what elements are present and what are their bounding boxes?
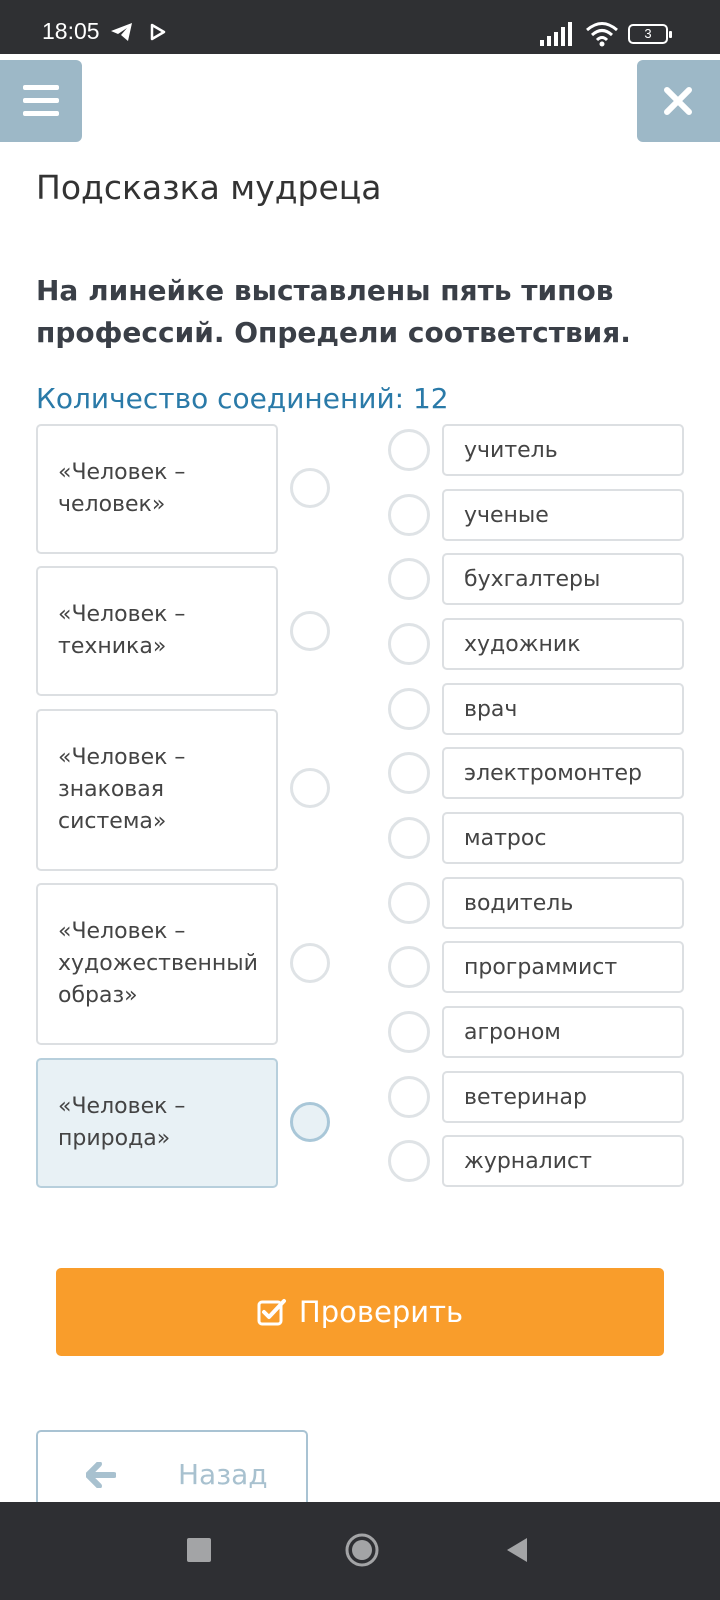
- category-connector[interactable]: [290, 768, 330, 808]
- category-card[interactable]: [36, 883, 278, 1045]
- profession-connector[interactable]: [388, 623, 430, 665]
- category-label: «Человек – природа»: [58, 1094, 186, 1151]
- profession-label: врач: [464, 696, 518, 722]
- profession-label: программист: [464, 954, 618, 980]
- category-card[interactable]: [36, 566, 278, 696]
- battery-level: 3: [644, 26, 652, 41]
- check-button-label: Проверить: [298, 1295, 464, 1329]
- profession-label: ученые: [464, 502, 549, 528]
- profession-connector[interactable]: [388, 688, 430, 730]
- category-connector[interactable]: [290, 611, 330, 651]
- category-label: «Человек – художественный образ»: [58, 919, 258, 1008]
- category-card-selected[interactable]: [36, 1058, 278, 1188]
- recent-apps-icon[interactable]: [187, 1538, 211, 1562]
- profession-label: журналист: [464, 1148, 592, 1174]
- profession-label: матрос: [464, 825, 547, 851]
- battery-icon: [628, 24, 668, 44]
- play-icon: [150, 23, 166, 41]
- profession-connector[interactable]: [388, 1076, 430, 1118]
- profession-card[interactable]: [442, 812, 684, 864]
- profession-card[interactable]: [442, 1135, 684, 1187]
- checkbox-check-icon: [257, 1298, 287, 1326]
- wifi-icon: [585, 20, 619, 48]
- check-button[interactable]: [56, 1268, 664, 1356]
- status-time: 18:05: [42, 18, 100, 44]
- profession-card[interactable]: [442, 877, 684, 929]
- category-connector-selected[interactable]: [290, 1102, 330, 1142]
- menu-button[interactable]: [0, 60, 82, 142]
- profession-label: художник: [464, 631, 581, 657]
- category-card[interactable]: [36, 709, 278, 871]
- profession-label: бухгалтеры: [464, 566, 601, 592]
- profession-card[interactable]: [442, 553, 684, 605]
- back-button-label: Назад: [178, 1458, 268, 1491]
- profession-connector[interactable]: [388, 817, 430, 859]
- profession-connector[interactable]: [388, 429, 430, 471]
- category-label: «Человек – человек»: [58, 460, 186, 517]
- profession-card[interactable]: [442, 683, 684, 735]
- connections-count: Количество соединений: 12: [36, 382, 449, 415]
- page-title: Подсказка мудреца: [36, 168, 382, 207]
- category-connector[interactable]: [290, 468, 330, 508]
- profession-card[interactable]: [442, 1071, 684, 1123]
- arrow-left-icon: [86, 1462, 116, 1488]
- profession-label: ветеринар: [464, 1084, 587, 1110]
- question-text: На линейке выставлены пять типов профессий. Определи соответствия.: [36, 274, 631, 349]
- profession-connector[interactable]: [388, 882, 430, 924]
- system-nav-bar: [0, 1502, 720, 1600]
- profession-label: агроном: [464, 1019, 561, 1045]
- category-card[interactable]: [36, 424, 278, 554]
- profession-connector[interactable]: [388, 1011, 430, 1053]
- profession-connector[interactable]: [388, 946, 430, 988]
- profession-card[interactable]: [442, 489, 684, 541]
- profession-label: водитель: [464, 890, 574, 916]
- profession-card[interactable]: [442, 941, 684, 993]
- category-label: «Человек – знаковая система»: [58, 745, 186, 834]
- back-nav-icon[interactable]: [505, 1536, 529, 1564]
- status-bar: [0, 0, 720, 54]
- profession-card[interactable]: [442, 747, 684, 799]
- profession-label: электромонтер: [464, 760, 642, 786]
- profession-card[interactable]: [442, 1006, 684, 1058]
- signal-icon: [540, 22, 576, 46]
- profession-card[interactable]: [442, 424, 684, 476]
- profession-connector[interactable]: [388, 752, 430, 794]
- close-icon: [663, 86, 693, 116]
- profession-connector[interactable]: [388, 558, 430, 600]
- close-button[interactable]: [637, 60, 720, 142]
- telegram-icon: [110, 22, 134, 42]
- category-connector[interactable]: [290, 943, 330, 983]
- profession-connector[interactable]: [388, 494, 430, 536]
- profession-card[interactable]: [442, 618, 684, 670]
- home-icon[interactable]: [344, 1532, 380, 1568]
- profession-connector[interactable]: [388, 1140, 430, 1182]
- profession-label: учитель: [464, 437, 558, 463]
- category-label: «Человек – техника»: [58, 602, 186, 659]
